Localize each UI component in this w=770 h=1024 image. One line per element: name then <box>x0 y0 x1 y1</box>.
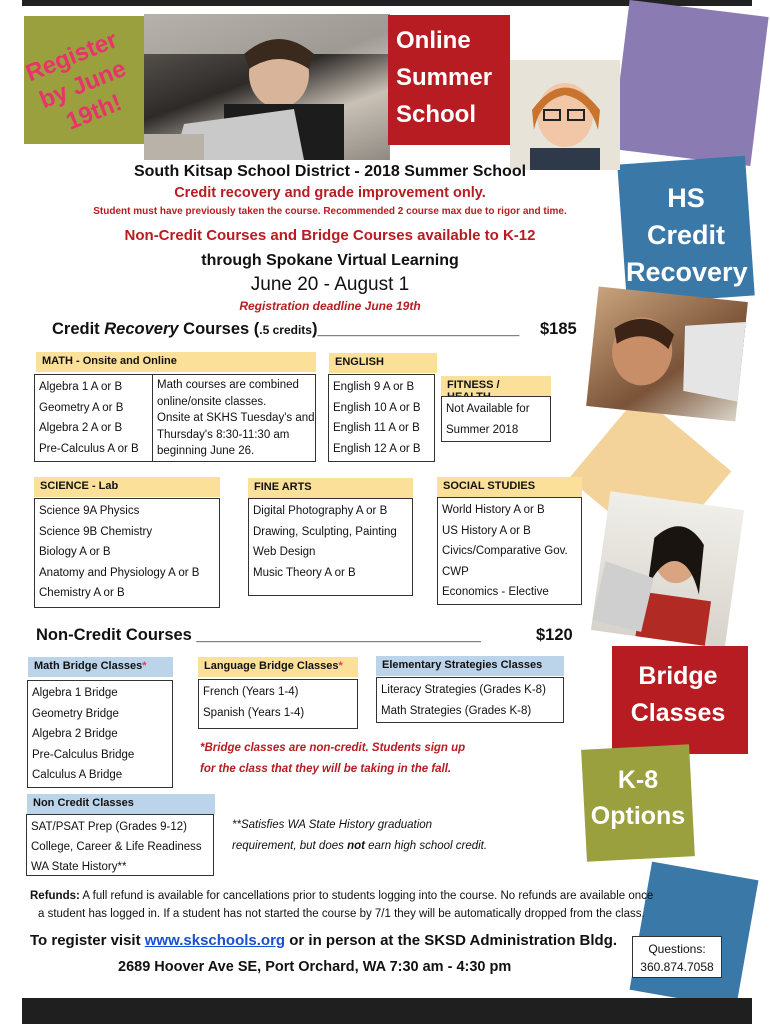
purple-tile-top-right <box>611 0 768 166</box>
list-item: English 11 A or B <box>333 422 420 434</box>
list-item: Pre-Calculus A or B <box>39 442 139 455</box>
page-title: South Kitsap School District - 2018 Summer School <box>133 163 527 180</box>
requirement-note: Student must have previously taken the course. Recommended 2 course max due to rigor and time. <box>93 206 567 217</box>
noncredit-price: $120 <box>536 626 573 644</box>
fine-arts-course-list <box>248 498 413 596</box>
list-item: Drawing, Sculpting, Painting <box>253 525 397 538</box>
list-item: US History A or B <box>442 524 531 537</box>
list-item: Digital Photography A or B <box>253 505 388 517</box>
credit-recovery-heading: Credit Recovery Courses (.5 credits)______________________ <box>52 320 520 338</box>
list-item: College, Career & Life Readiness <box>31 841 202 853</box>
list-item: Algebra 2 A or B <box>39 422 123 434</box>
credit-recovery-price: $185 <box>540 320 577 338</box>
science-header: SCIENCE - Lab <box>34 477 220 497</box>
noncredit-heading: Non-Credit Courses _______________________________ <box>36 626 481 644</box>
noncredit-availability: Non-Credit Courses and Bridge Courses available to K-12 <box>124 227 536 244</box>
online-summer-school-text: Online Summer School <box>396 27 493 128</box>
list-item: Civics/Comparative Gov. <box>442 545 568 557</box>
list-item: Literacy Strategies (Grades K-8) <box>381 684 546 696</box>
list-item: SAT/PSAT Prep (Grades 9-12) <box>31 821 187 833</box>
list-item: Algebra 1 Bridge <box>32 687 118 699</box>
non-credit-classes-header: Non Credit Classes <box>27 794 215 814</box>
woman-laptop-photo <box>591 491 744 648</box>
bridge-classes-note: *Bridge classes are non-credit. Students sign up for the class that they will be taking in the fall. <box>200 742 466 775</box>
list-item: Music Theory A or B <box>253 566 356 579</box>
math-course-list <box>34 374 154 462</box>
wa-history-note: **Satisfies WA State History graduation requirement, but does not earn high school credit. <box>232 819 488 852</box>
list-item: World History A or B <box>442 504 545 516</box>
list-item: Anatomy and Physiology A or B <box>39 566 200 579</box>
register-by-june-text: Register by June 19th! <box>21 26 130 136</box>
refund-policy: Refunds: A full refund is available for cancellations prior to students logging into the course. No refunds are available once a student has logged in. If a student has not started the course by 7/1 they will be automatically dropped from the class. <box>30 890 654 920</box>
girl-glasses-photo <box>510 60 620 170</box>
list-item: Web Design <box>253 546 316 558</box>
session-dates: June 20 - August 1 <box>250 274 410 295</box>
list-item: CWP <box>442 565 469 578</box>
list-item: Calculus A Bridge <box>32 769 123 781</box>
through-line: through Spokane Virtual Learning <box>201 252 459 269</box>
list-item: Algebra 1 A or B <box>39 381 123 393</box>
math-note: Math courses are combined online/onsite classes. Onsite at SKHS Tuesday's and Thursday's 8:30-11:30 am beginning June 26. <box>152 374 316 462</box>
math-header: MATH - Onsite and Online <box>36 352 316 372</box>
phone-number: 360.874.7058 <box>640 960 714 974</box>
list-item: Chemistry A or B <box>39 587 125 599</box>
student-laptop-photo <box>144 14 390 160</box>
hs-credit-recovery-text: HS Credit Recovery <box>626 183 748 287</box>
non-credit-classes-list <box>26 814 214 876</box>
math-bridge-header: Math Bridge Classes* <box>28 657 173 677</box>
list-item: Math Strategies (Grades K-8) <box>381 704 532 717</box>
list-item: Geometry A or B <box>39 401 124 414</box>
list-item: Science 9B Chemistry <box>39 525 153 538</box>
list-item: English 9 A or B <box>333 381 415 393</box>
list-item: Pre-Calculus Bridge <box>32 748 135 761</box>
list-item: Spanish (Years 1-4) <box>203 706 305 719</box>
social-studies-header: SOCIAL STUDIES <box>437 477 582 497</box>
registration-deadline: Registration deadline June 19th <box>239 299 421 313</box>
k8-options-text: K-8 Options <box>590 766 686 830</box>
register-instructions: To register visit www.skschools.org or in person at the SKSD Administration Bldg. <box>30 932 618 949</box>
english-course-list <box>328 374 435 462</box>
science-course-list <box>34 498 220 608</box>
language-bridge-header: Language Bridge Classes* <box>198 657 358 677</box>
list-item: French (Years 1-4) <box>203 686 299 698</box>
list-item: Science 9A Physics <box>39 505 140 517</box>
language-bridge-course-list <box>198 679 358 729</box>
english-header: ENGLISH <box>329 353 437 373</box>
list-item: WA State History** <box>31 861 127 873</box>
fitness-header: FITNESS / <box>441 376 551 396</box>
bridge-classes-text: Bridge Classes <box>630 662 726 727</box>
subtitle: Credit recovery and grade improvement only. <box>174 185 486 201</box>
social-studies-course-list <box>437 497 582 605</box>
fitness-course-list: Not Available for Summer 2018 <box>441 396 551 442</box>
bottom-bar <box>22 998 752 1024</box>
questions-box: Questions: 360.874.7058 <box>632 936 722 978</box>
list-item: Biology A or B <box>39 546 111 558</box>
math-bridge-course-list <box>27 680 173 788</box>
list-item: Algebra 2 Bridge <box>32 728 118 740</box>
list-item: English 12 A or B <box>333 442 421 455</box>
website-link[interactable]: www.skschools.org <box>144 932 286 949</box>
elementary-strategies-header: Elementary Strategies Classes <box>376 656 564 676</box>
blue-tile-bottom-right <box>630 862 759 1009</box>
fine-arts-header: FINE ARTS <box>248 478 413 498</box>
list-item: English 10 A or B <box>333 401 421 414</box>
address-hours: 2689 Hoover Ave SE, Port Orchard, WA 7:30 am - 4:30 pm <box>118 959 512 975</box>
list-item: Geometry Bridge <box>32 707 119 720</box>
list-item: Economics - Elective <box>442 586 549 598</box>
elementary-strategies-course-list <box>376 677 564 723</box>
